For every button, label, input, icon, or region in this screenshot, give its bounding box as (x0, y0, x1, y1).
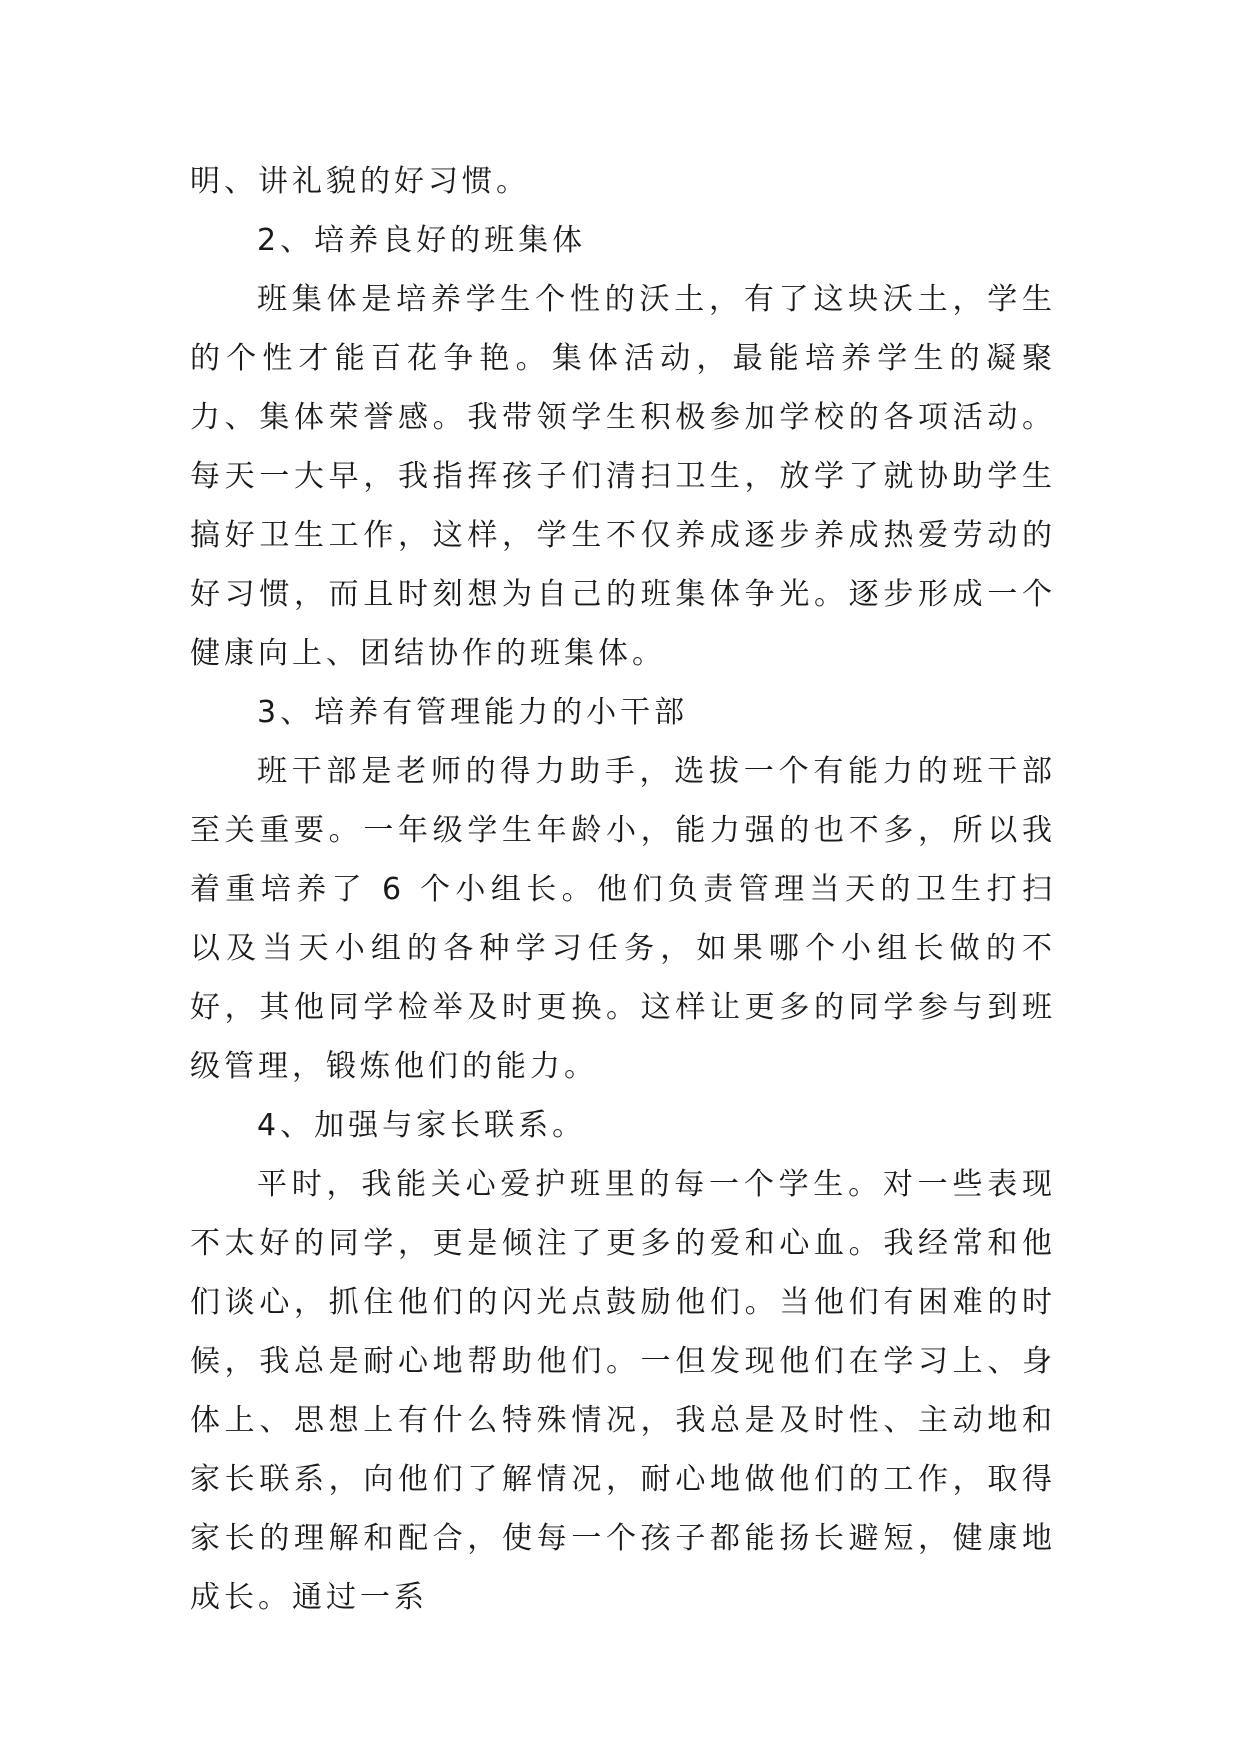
paragraph-class-cadres: 班干部是老师的得力助手，选拔一个有能力的班干部至关重要。一年级学生年龄小，能力强的也不多，所以我着重培养了 6 个小组长。他们负责管理当天的卫生打扫以及当天小组的各种学习任务，如果哪个小组长做的不好，其他同学检举及时更换。这样让更多的同学参与到班级管理，锻炼他们的能力。 (190, 754, 1056, 1084)
paragraph-class-collective: 班集体是培养学生个性的沃土，有了这块沃土，学生的个性才能百花争艳。集体活动，最能培养学生的凝聚力、集体荣誉感。我带领学生积极参加学校的各项活动。每天一大早，我指挥孩子们清扫卫生，放学了就协助学生搞好卫生工作，这样，学生不仅养成逐步养成热爱劳动的好习惯，而且时刻想为自己的班集体争光。逐步形成一个健康向上、团结协作的班集体。 (190, 282, 1056, 671)
section-heading-3: 3、培养有管理能力的小干部 (257, 695, 689, 730)
section-heading-2: 2、培养良好的班集体 (257, 223, 587, 258)
paragraph-parent-contact: 平时，我能关心爱护班里的每一个学生。对一些表现不太好的同学，更是倾注了更多的爱和心血。我经常和他们谈心，抓住他们的闪光点鼓励他们。当他们有困难的时候，我总是耐心地帮助他们。一但发现他们在学习上、身体上、思想上有什么特殊情况，我总是及时性、主动地和家长联系，向他们了解情况，耐心地做他们的工作，取得家长的理解和配合，使每一个孩子都能扬长避短，健康地成长。通过一系 (190, 1167, 1056, 1615)
document-body (190, 152, 1056, 1627)
paragraph-continuation: 明、讲礼貌的好习惯。 (190, 164, 530, 199)
section-heading-4: 4、加强与家长联系。 (257, 1108, 587, 1143)
